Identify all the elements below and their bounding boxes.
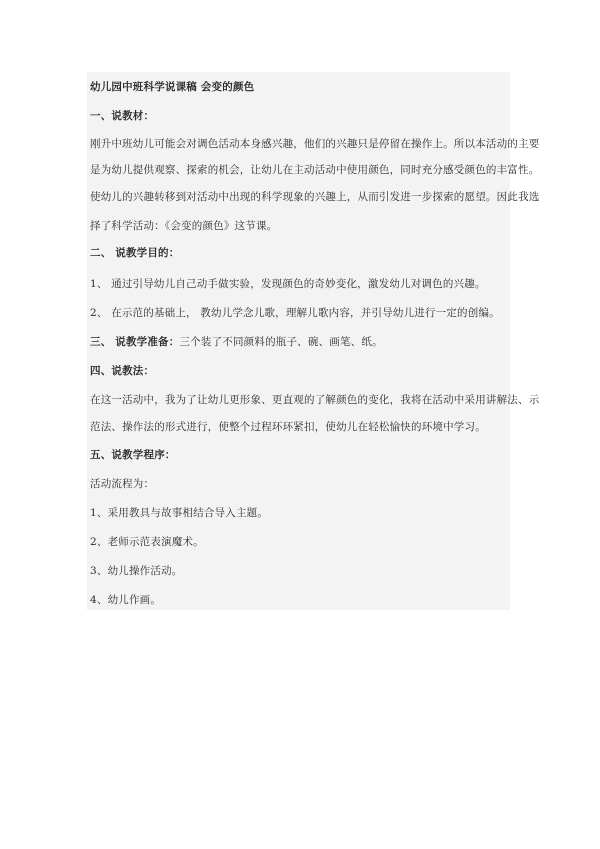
section-5-step: 3、幼儿操作活动。: [90, 565, 183, 577]
section-2-heading: 二、 说教学目的：: [90, 247, 180, 259]
section-5-intro: 活动流程为：: [90, 478, 155, 490]
section-1-paragraph-line: 刚升中班幼儿可能会对调色活动本身感兴趣，他们的兴趣只是停留在操作上。所以本活动的主要: [90, 138, 540, 150]
section-5-step: 2、老师示范表演魔术。: [90, 536, 204, 548]
section-1-paragraph-line: 使幼儿的兴趣转移到对活动中出现的科学现象的兴趣上，从而引发进一步探索的愿望。因此我选: [90, 191, 540, 203]
section-2-item: 2、 在示范的基础上， 教幼儿学念儿歌，理解儿歌内容，并引导幼儿进行一定的创编。: [90, 307, 500, 319]
document-title: 幼儿园中班科学说课稿 会变的颜色: [90, 81, 255, 93]
section-4-paragraph-line: 在这一活动中，我为了让幼儿更形象、更直观的了解颜色的变化，我将在活动中采用讲解法、示: [90, 394, 540, 406]
section-5-heading: 五、说教学程序：: [90, 449, 176, 461]
section-3-line: [90, 335, 383, 349]
section-1-heading: 一、说教材：: [90, 110, 155, 122]
section-5-step: 1、采用教具与故事相结合导入主题。: [90, 507, 269, 519]
section-1-paragraph-line: 是为幼儿提供观察、探索的机会，让幼儿在主动活动中使用颜色，同时充分感受颜色的丰富性。: [90, 164, 540, 176]
section-4-paragraph-line: 范法、操作法的形式进行，使整个过程环环紧扣，使幼儿在轻松愉快的环境中学习。: [90, 421, 486, 433]
section-4-heading: 四、说教法：: [90, 365, 155, 377]
section-5-step: 4、幼儿作画。: [90, 594, 162, 606]
section-1-paragraph-line: 择了科学活动：《会变的颜色》这节课。: [90, 220, 278, 232]
section-3-text: 三个装了不同颜料的瓶子、碗、画笔、纸。: [179, 336, 383, 348]
section-2-item: 1、 通过引导幼儿自己动手做实验，发现颜色的奇妙变化，激发幼儿对调色的兴趣。: [90, 278, 486, 290]
section-3-heading: 三、 说教学准备：: [90, 336, 180, 348]
